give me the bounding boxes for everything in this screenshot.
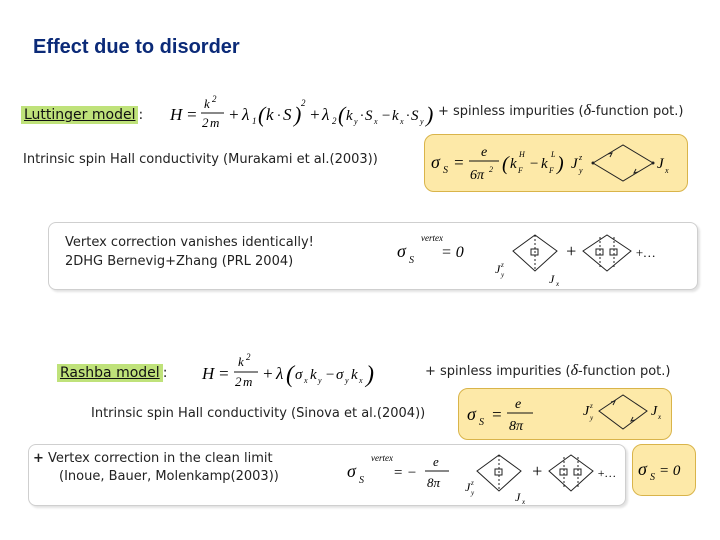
svg-text:S: S <box>359 475 364 486</box>
svg-text:+: + <box>262 364 274 383</box>
svg-text:k: k <box>204 96 210 111</box>
svg-text:2: 2 <box>235 374 242 389</box>
svg-text:x: x <box>556 280 560 288</box>
svg-text:σ: σ <box>467 404 476 424</box>
rashba-vertex-line1: Vertex correction in the clean limit <box>48 451 273 466</box>
svg-text:m: m <box>243 374 253 389</box>
luttinger-impurities <box>438 102 683 120</box>
svg-text:z: z <box>501 261 504 269</box>
svg-text:S: S <box>365 108 373 124</box>
svg-text:=: = <box>491 405 503 424</box>
svg-text:2: 2 <box>246 352 251 362</box>
svg-text:k: k <box>510 156 517 172</box>
luttinger-delta-symbol: δ <box>583 102 592 119</box>
svg-text:=: = <box>453 153 465 172</box>
svg-text:λ: λ <box>276 364 284 383</box>
svg-text:J: J <box>583 404 590 419</box>
svg-text:= 0: = 0 <box>659 463 681 479</box>
svg-text:): ) <box>557 153 564 175</box>
luttinger-intrinsic-text: Intrinsic spin Hall conductivity (Murakami et al.(2003)) <box>23 152 378 167</box>
svg-text:x: x <box>359 376 363 385</box>
luttinger-conductivity-box <box>424 134 688 192</box>
svg-text:2: 2 <box>202 115 209 130</box>
rashba-vertex-plus: + <box>33 451 44 466</box>
svg-text:x: x <box>304 376 308 385</box>
svg-text:S: S <box>409 255 414 266</box>
svg-text:x: x <box>400 117 404 126</box>
svg-text:+…: +… <box>597 466 616 480</box>
svg-text:k: k <box>541 156 548 172</box>
svg-text:S: S <box>650 472 655 483</box>
svg-text:y: y <box>471 489 475 497</box>
svg-text:J: J <box>495 262 501 276</box>
svg-text:2: 2 <box>489 165 493 174</box>
luttinger-vertex-line1: Vertex correction vanishes identically! <box>65 235 314 250</box>
svg-text:y: y <box>354 117 358 126</box>
svg-text:(: ( <box>258 102 266 127</box>
svg-text:−: − <box>529 156 540 172</box>
slide-title: Effect due to disorder <box>33 36 240 58</box>
svg-text:σ: σ <box>397 241 406 261</box>
rashba-model-label: Rashba model <box>57 364 163 382</box>
rashba-vertex-line2: (Inoue, Bauer, Molenkamp(2003)) <box>59 469 279 484</box>
svg-text:(: ( <box>286 362 294 388</box>
svg-text:F: F <box>549 166 554 175</box>
svg-text:H: H <box>519 150 525 159</box>
svg-text:S: S <box>479 417 484 428</box>
svg-text:k: k <box>310 367 317 383</box>
rashba-delta-symbol: δ <box>570 362 579 379</box>
rashba-vertex-formula <box>345 447 623 505</box>
svg-text:+: + <box>309 105 321 124</box>
svg-text:e: e <box>433 454 439 469</box>
luttinger-vertex-box <box>48 222 698 290</box>
svg-text:J: J <box>571 156 578 172</box>
svg-text:y: y <box>579 166 583 175</box>
rashba-hamiltonian <box>200 352 378 392</box>
svg-text:2: 2 <box>332 116 337 126</box>
rashba-conductivity-formula <box>459 389 671 439</box>
svg-text:J: J <box>657 156 664 172</box>
svg-text:8π: 8π <box>509 419 524 434</box>
svg-text:−: − <box>325 367 336 383</box>
svg-text:y: y <box>345 376 349 385</box>
svg-text:e: e <box>481 145 488 160</box>
svg-text:−: − <box>381 108 392 124</box>
svg-text:= 0: = 0 <box>441 244 464 261</box>
svg-text:z: z <box>471 479 474 487</box>
svg-text:): ) <box>426 102 434 127</box>
svg-text:J: J <box>651 404 658 419</box>
svg-text:+: + <box>565 241 578 261</box>
svg-text:): ) <box>294 102 302 127</box>
rashba-zero-formula <box>633 445 695 495</box>
luttinger-model-label: Luttinger model <box>21 106 138 124</box>
svg-text:J: J <box>549 272 555 286</box>
svg-text:J: J <box>465 480 471 494</box>
svg-text:σ: σ <box>295 367 303 383</box>
luttinger-conductivity-formula <box>425 135 687 191</box>
svg-text:x: x <box>522 498 526 506</box>
svg-text:=: = <box>218 364 230 383</box>
svg-text:x: x <box>658 413 662 421</box>
svg-text:k: k <box>351 367 358 383</box>
rashba-label-wrap <box>57 362 167 381</box>
svg-text:x: x <box>374 117 378 126</box>
svg-text:z: z <box>579 153 583 162</box>
luttinger-label-wrap <box>21 104 143 123</box>
rashba-colon: : <box>162 365 168 381</box>
svg-text:): ) <box>366 362 374 388</box>
svg-text:F: F <box>518 166 523 175</box>
svg-text:y: y <box>590 414 594 422</box>
svg-text:(: ( <box>502 153 509 175</box>
svg-text:σ: σ <box>347 461 356 481</box>
svg-text:z: z <box>590 402 593 410</box>
luttinger-impurities-text: + spinless impurities ( <box>438 104 584 119</box>
svg-text:vertex: vertex <box>371 453 393 463</box>
svg-text:H: H <box>202 364 215 383</box>
svg-text:k: k <box>266 105 274 124</box>
svg-text:+…: +… <box>635 245 656 260</box>
svg-text:σ: σ <box>638 459 647 479</box>
luttinger-hamiltonian <box>168 94 432 132</box>
luttinger-vertex-line2: 2DHG Bernevig+Zhang (PRL 2004) <box>65 254 294 269</box>
svg-text:·: · <box>406 109 410 124</box>
svg-text:k: k <box>238 354 244 369</box>
svg-text:e: e <box>515 397 522 412</box>
svg-text:vertex: vertex <box>421 233 443 243</box>
svg-text:2: 2 <box>301 98 306 108</box>
svg-text:y: y <box>420 117 424 126</box>
svg-text:k: k <box>392 108 399 124</box>
svg-text:y: y <box>501 271 505 279</box>
rashba-intrinsic-text: Intrinsic spin Hall conductivity (Sinova et al.(2004)) <box>91 406 426 421</box>
rashba-conductivity-box <box>458 388 672 440</box>
svg-text:λ: λ <box>242 105 250 124</box>
svg-text:1: 1 <box>252 116 257 126</box>
svg-text:λ: λ <box>322 105 330 124</box>
svg-text:S: S <box>283 105 292 124</box>
rashba-impurities-tail: -function pot.) <box>578 364 671 379</box>
svg-text:y: y <box>318 376 322 385</box>
svg-text:S: S <box>443 165 448 176</box>
luttinger-colon: : <box>138 107 144 123</box>
rashba-vertex-line1-wrap <box>33 451 273 466</box>
svg-text:x: x <box>665 166 669 175</box>
svg-text:σ: σ <box>431 152 440 172</box>
svg-text:= −: = − <box>393 465 417 481</box>
svg-text:+: + <box>531 461 544 481</box>
svg-text:(: ( <box>338 102 346 127</box>
svg-text:+: + <box>228 105 240 124</box>
svg-text:8π: 8π <box>427 475 441 490</box>
svg-text:L: L <box>551 150 556 159</box>
svg-text:=: = <box>186 105 198 124</box>
rashba-vertex-box <box>28 444 626 506</box>
bubble-diagram <box>593 145 653 181</box>
svg-text:·: · <box>277 109 281 124</box>
svg-text:6π: 6π <box>470 168 485 183</box>
svg-text:·: · <box>360 109 364 124</box>
svg-text:σ: σ <box>336 367 344 383</box>
svg-text:k: k <box>346 108 353 124</box>
rashba-zero-box <box>632 444 696 496</box>
rashba-impurities-text: + spinless impurities ( <box>425 364 571 379</box>
svg-text:m: m <box>210 115 220 130</box>
luttinger-impurities-tail: -function pot.) <box>591 104 684 119</box>
luttinger-vertex-formula <box>395 227 695 287</box>
svg-text:H: H <box>170 105 183 124</box>
svg-text:J: J <box>515 490 521 504</box>
svg-text:S: S <box>411 108 419 124</box>
rashba-impurities <box>425 362 670 380</box>
svg-text:2: 2 <box>212 94 217 104</box>
